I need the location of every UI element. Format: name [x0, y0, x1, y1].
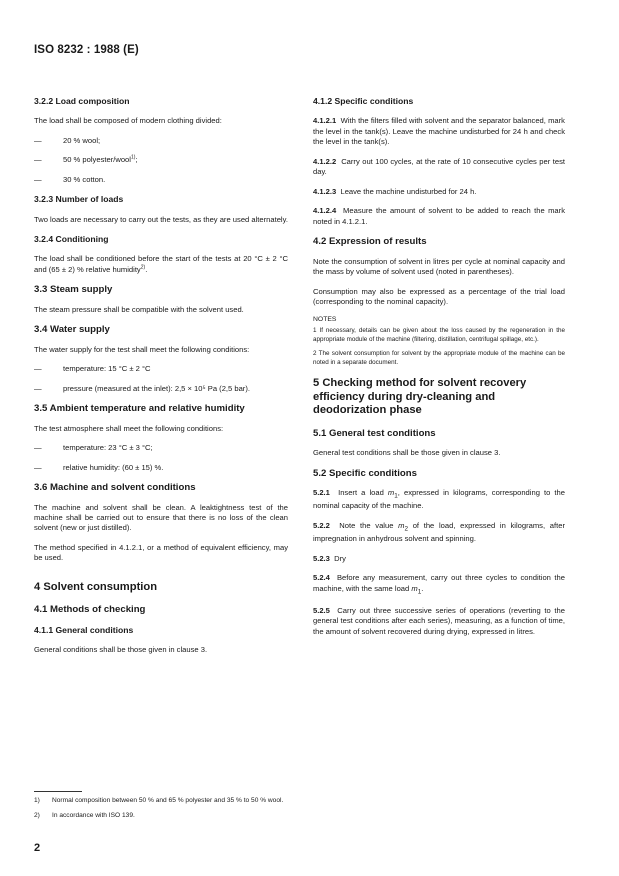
- list-item: — 30 % cotton.: [34, 174, 106, 184]
- footnote-divider: [34, 791, 82, 792]
- list-item: — pressure (measured at the inlet): 2,5 × 10⁵ Pa (2,5 bar).: [34, 383, 250, 393]
- section-5-title: 5 Checking method for solvent recovery efficiency during dry-cleaning and deodorization phase: [313, 377, 527, 417]
- section-5-2-5: 5.2.5 Carry out three successive series of operations (reverting to the general test conditions after each series), measuring, as a function of time, the amount of solvent recovered during drying, expressed in litres.: [313, 605, 565, 636]
- section-3-5-title: 3.5 Ambient temperature and relative humidity: [34, 403, 245, 415]
- note-1: 1 If necessary, details can be given about the loss caused by the regeneration in the appropriate module of the machine (filtering, distillation, centrifugal spillage, etc.).: [313, 327, 565, 343]
- section-4-title: 4 Solvent consumption: [34, 580, 158, 593]
- section-3-3-text: The steam pressure shall be compatible with the solvent used.: [34, 304, 244, 314]
- section-5-2-4: 5.2.4 Before any measurement, carry out three cycles to condition the machine, with the same load $m_1$.: [313, 573, 565, 596]
- section-5-2-2: 5.2.2 Note the value $m_2$ of the load, expressed in kilograms, after impregnation in anhydrous solvent and spinning.: [313, 520, 565, 544]
- section-3-2-4-text: The load shall be conditioned before the start of the tests at 20 °C ± 2 °C and (65 ± 2) % relative humidity$^{2)}$.: [34, 254, 288, 274]
- section-3-2-3-title: 3.2.3 Number of loads: [34, 194, 124, 205]
- list-item: — relative humidity: (60 ± 15) %.: [34, 462, 164, 472]
- section-4-1-2-title: 4.1.2 Specific conditions: [313, 96, 414, 106]
- section-4-2-text-1: Note the consumption of solvent in litres per cycle at nominal capacity and the mass by volume of solvent used (noted in parentheses).: [313, 256, 565, 277]
- section-3-4-text: The water supply for the test shall meet the following conditions:: [34, 344, 250, 354]
- section-5-1-text: General test conditions shall be those given in clause 3.: [313, 448, 501, 458]
- section-5-1-title: 5.1 General test conditions: [313, 427, 436, 439]
- section-5-2-title: 5.2 Specific conditions: [313, 467, 417, 479]
- section-4-1-2-4: 4.1.2.4 Measure the amount of solvent to be added to reach the mark noted in 4.1.2.1.: [313, 206, 565, 226]
- section-3-6-title: 3.6 Machine and solvent conditions: [34, 482, 196, 493]
- page-number: 2: [34, 842, 41, 854]
- footnotes: [34, 791, 574, 826]
- section-3-2-2-text: The load shall be composed of modern clothing divided:: [34, 116, 222, 126]
- section-3-4-title: 3.4 Water supply: [34, 324, 110, 336]
- section-4-1-1-text: General conditions shall be those given in clause 3.: [34, 645, 208, 655]
- section-4-1-2-2: 4.1.2.2 Carry out 100 cycles, at the rate of 10 consecutive cycles per test day.: [313, 156, 565, 177]
- section-4-1-title: 4.1 Methods of checking: [34, 604, 146, 616]
- section-4-1-2-3: 4.1.2.3 Leave the machine undisturbed for 24 h.: [313, 186, 477, 196]
- list-item: — temperature: 15 °C ± 2 °C: [34, 364, 151, 374]
- footnote: 1) Normal composition between 50 % and 65 % polyester and 35 % to 50 % wool.: [34, 797, 284, 804]
- section-3-3-title: 3.3 Steam supply: [34, 284, 113, 296]
- list-item: — temperature: 23 °C ± 3 °C;: [34, 443, 153, 453]
- section-4-1-1-title: 4.1.1 General conditions: [34, 624, 134, 635]
- note-2: 2 The solvent consumption for solvent by the appropriate module of the machine can be noted in a separate document.: [313, 350, 565, 366]
- section-3-2-4-title: 3.2.4 Conditioning: [34, 233, 109, 244]
- section-3-6-text-1: The machine and solvent shall be clean. A leaktightness test of the machine shall be carried out to ensure that there is no loss of the clean solvent (new or just distilled).: [34, 502, 288, 533]
- footnote: 2) In accordance with ISO 139.: [34, 811, 135, 819]
- section-5-2-1: 5.2.1 Insert a load $m_1$, expressed in kilograms, corresponding to the nominal capacity of the machine.: [313, 488, 565, 511]
- section-3-2-3-text: Two loads are necessary to carry out the tests, as they are used alternately.: [34, 214, 288, 224]
- section-3-2-2-title: 3.2.2 Load composition: [34, 96, 130, 106]
- section-3-6-text-2: The method specified in 4.1.2.1, or a method of equivalent efficiency, may be used.: [34, 542, 288, 563]
- section-4-1-2-1: 4.1.2.1 With the filters filled with solvent and the separator balanced, mark the level in the tank(s). Leave the machine undisturbed for 24 h and check the level in the tank(s).: [313, 116, 565, 147]
- document-header: ISO 8232 : 1988 (E): [34, 44, 139, 56]
- right-column: [313, 96, 565, 646]
- list-item: — 50 % polyester/wool$^{1)}$;: [34, 154, 138, 165]
- section-4-2-title: 4.2 Expression of results: [313, 236, 427, 248]
- notes-title: NOTES: [313, 316, 337, 324]
- section-5-2-3: 5.2.3 Dry: [313, 553, 346, 563]
- list-item: — 20 % wool;: [34, 135, 101, 145]
- section-3-5-text: The test atmosphere shall meet the following conditions:: [34, 423, 224, 433]
- left-column: [34, 96, 288, 665]
- section-4-2-text-2: Consumption may also be expressed as a percentage of the trial load (corresponding to the nominal capacity).: [313, 286, 565, 306]
